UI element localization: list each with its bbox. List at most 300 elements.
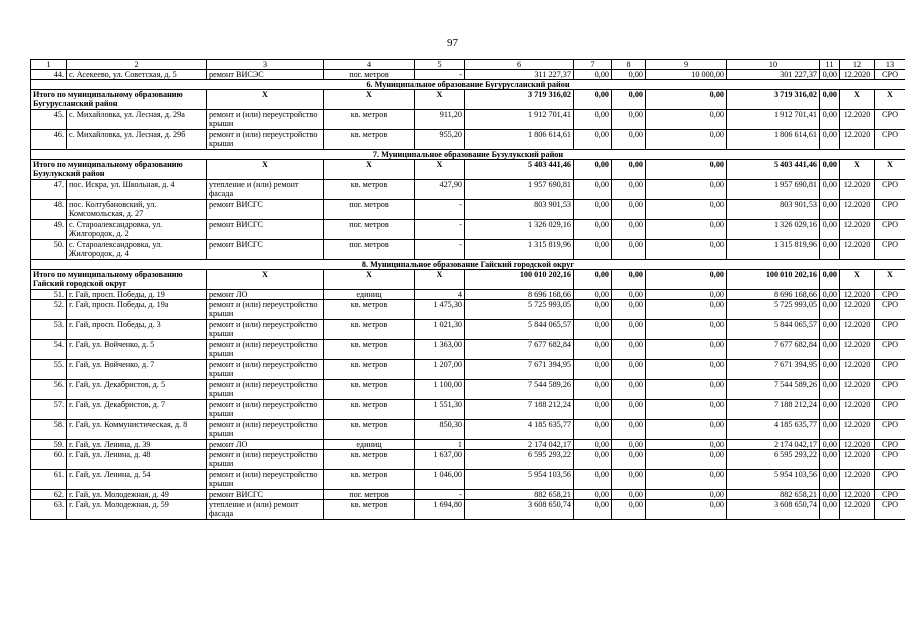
table-cell: 5 954 103,56 <box>465 470 574 490</box>
table-cell: 12.2020 <box>840 450 875 470</box>
subtotal-cell: 0,00 <box>612 90 646 110</box>
table-cell: 44. <box>31 70 67 80</box>
table-cell: 49. <box>31 220 67 240</box>
subtotal-row <box>31 160 905 180</box>
table-cell: - <box>415 490 465 500</box>
table-cell: 0,00 <box>612 360 646 380</box>
table-cell: 0,00 <box>820 220 840 240</box>
table-cell: 0,00 <box>612 470 646 490</box>
table-cell: 301 227,37 <box>727 70 820 80</box>
table-cell: ремонт и (или) переустройство крыши <box>207 130 324 150</box>
table-cell: 0,00 <box>646 340 727 360</box>
table-cell: 12.2020 <box>840 130 875 150</box>
table-cell: 8 696 168,66 <box>727 290 820 300</box>
table-cell: 0,00 <box>820 340 840 360</box>
table-cell: СРО <box>875 220 905 240</box>
table-cell: 0,00 <box>574 340 612 360</box>
table-cell: 427,90 <box>415 180 465 200</box>
table-cell: 0,00 <box>646 490 727 500</box>
table-cell: 955,20 <box>415 130 465 150</box>
table-cell: СРО <box>875 300 905 320</box>
table-cell: 0,00 <box>646 300 727 320</box>
table-cell: г. Гай, ул. Ленина, д. 48 <box>67 450 207 470</box>
subtotal-cell: 0,00 <box>612 270 646 290</box>
table-cell: 0,00 <box>820 500 840 520</box>
table-cell: СРО <box>875 380 905 400</box>
table-cell: 51. <box>31 290 67 300</box>
table-cell: - <box>415 200 465 220</box>
table-cell: 0,00 <box>574 240 612 260</box>
table-cell: ремонт и (или) переустройство крыши <box>207 400 324 420</box>
subtotal-cell: X <box>207 160 324 180</box>
subtotal-cell: X <box>875 270 905 290</box>
table-cell: 50. <box>31 240 67 260</box>
table-cell: 12.2020 <box>840 70 875 80</box>
table-cell: 1 637,00 <box>415 450 465 470</box>
table-cell: СРО <box>875 500 905 520</box>
table-cell: 0,00 <box>820 110 840 130</box>
column-header: 7 <box>574 60 612 70</box>
table-cell: 1 315 819,96 <box>727 240 820 260</box>
table-cell: пог. метров <box>324 240 415 260</box>
table-cell: 56. <box>31 380 67 400</box>
table-cell: 1 806 614,61 <box>727 130 820 150</box>
subtotal-cell: X <box>840 270 875 290</box>
subtotal-cell: 5 403 441,46 <box>727 160 820 180</box>
table-cell: 0,00 <box>612 500 646 520</box>
table-cell: кв. метров <box>324 340 415 360</box>
column-number-row <box>31 60 905 70</box>
table-cell: г. Гай, ул. Войченко, д. 7 <box>67 360 207 380</box>
table-cell: 12.2020 <box>840 400 875 420</box>
table-cell: 0,00 <box>574 490 612 500</box>
table-cell: 3 608 650,74 <box>727 500 820 520</box>
table-cell: 0,00 <box>820 200 840 220</box>
table-cell: 48. <box>31 200 67 220</box>
table-cell: 0,00 <box>820 470 840 490</box>
table-cell: 58. <box>31 420 67 440</box>
table-body <box>31 60 905 520</box>
column-header: 13 <box>875 60 905 70</box>
table-cell: 0,00 <box>820 400 840 420</box>
table-cell: пог. метров <box>324 70 415 80</box>
table-cell: 5 954 103,56 <box>727 470 820 490</box>
subtotal-cell: X <box>415 270 465 290</box>
table-cell: 7 671 394,95 <box>465 360 574 380</box>
table-cell: кв. метров <box>324 420 415 440</box>
column-header: 10 <box>727 60 820 70</box>
table-cell: ремонт и (или) переустройство крыши <box>207 300 324 320</box>
table-cell: 0,00 <box>820 420 840 440</box>
table-cell: 1 207,00 <box>415 360 465 380</box>
table-cell: 0,00 <box>612 300 646 320</box>
table-cell: СРО <box>875 340 905 360</box>
table-cell: ремонт и (или) переустройство крыши <box>207 360 324 380</box>
column-header: 6 <box>465 60 574 70</box>
table-cell: 0,00 <box>574 450 612 470</box>
table-cell: с. Староалександровка, ул. Жилгородок, д. 4 <box>67 240 207 260</box>
subtotal-cell: 100 010 202,16 <box>727 270 820 290</box>
table-cell: ремонт ВИСГС <box>207 200 324 220</box>
table-cell: пог. метров <box>324 200 415 220</box>
table-cell: 46. <box>31 130 67 150</box>
table-cell: 5 725 993,05 <box>465 300 574 320</box>
table-cell: 61. <box>31 470 67 490</box>
table-row <box>31 220 905 240</box>
column-header: 3 <box>207 60 324 70</box>
table-row <box>31 320 905 340</box>
subtotal-cell: 0,00 <box>646 270 727 290</box>
table-row <box>31 70 905 80</box>
table-row <box>31 290 905 300</box>
table-cell: кв. метров <box>324 400 415 420</box>
subtotal-cell: X <box>324 160 415 180</box>
table-cell: 8 696 168,66 <box>465 290 574 300</box>
table-cell: СРО <box>875 360 905 380</box>
table-cell: 0,00 <box>820 320 840 340</box>
table-cell: 0,00 <box>646 180 727 200</box>
table-cell: 7 188 212,24 <box>727 400 820 420</box>
table-cell: ремонт и (или) переустройство крыши <box>207 420 324 440</box>
table-cell: 0,00 <box>612 400 646 420</box>
table-cell: г. Гай, ул. Молодежная, д. 49 <box>67 490 207 500</box>
table-cell: СРО <box>875 320 905 340</box>
table-cell: 63. <box>31 500 67 520</box>
subtotal-cell: 0,00 <box>574 270 612 290</box>
table-cell: г. Гай, ул. Молодежная, д. 59 <box>67 500 207 520</box>
subtotal-cell: X <box>324 90 415 110</box>
table-cell: ремонт ВИСГС <box>207 220 324 240</box>
table-cell: 54. <box>31 340 67 360</box>
table-cell: ремонт и (или) переустройство крыши <box>207 450 324 470</box>
table-cell: 0,00 <box>612 320 646 340</box>
table-cell: 0,00 <box>646 470 727 490</box>
table-cell: 12.2020 <box>840 320 875 340</box>
subtotal-label: Итого по муниципальному образованию Бугурусланский район <box>31 90 207 110</box>
table-row <box>31 130 905 150</box>
table-row <box>31 300 905 320</box>
table-cell: 7 677 682,84 <box>727 340 820 360</box>
table-cell: 0,00 <box>646 500 727 520</box>
table-cell: кв. метров <box>324 470 415 490</box>
column-header: 2 <box>67 60 207 70</box>
subtotal-cell: 0,00 <box>820 270 840 290</box>
table-cell: 52. <box>31 300 67 320</box>
table-cell: 10 000,00 <box>646 70 727 80</box>
page-number: 97 <box>447 37 458 49</box>
table-cell: пос. Колтубановский, ул. Комсомольская, д. 27 <box>67 200 207 220</box>
table-cell: г. Гай, ул. Коммунистическая, д. 8 <box>67 420 207 440</box>
table-cell: 1 315 819,96 <box>465 240 574 260</box>
subtotal-row <box>31 90 905 110</box>
table-cell: кв. метров <box>324 320 415 340</box>
table-cell: 0,00 <box>612 450 646 470</box>
table-cell: 0,00 <box>646 240 727 260</box>
section-title: 7. Муниципальное образование Бузулукский район <box>31 150 905 160</box>
table-row <box>31 200 905 220</box>
table-cell: 0,00 <box>574 470 612 490</box>
table-cell: утепление и (или) ремонт фасада <box>207 500 324 520</box>
table-cell: - <box>415 220 465 240</box>
column-header: 5 <box>415 60 465 70</box>
table-cell: г. Гай, просп. Победы, д. 19 <box>67 290 207 300</box>
subtotal-cell: X <box>207 270 324 290</box>
table-cell: 1 551,30 <box>415 400 465 420</box>
table-cell: СРО <box>875 240 905 260</box>
table-cell: 2 174 042,17 <box>465 440 574 450</box>
table-cell: 12.2020 <box>840 500 875 520</box>
table-cell: ремонт ВИСГС <box>207 490 324 500</box>
table-cell: кв. метров <box>324 360 415 380</box>
table-cell: 0,00 <box>574 500 612 520</box>
table-cell: 0,00 <box>574 70 612 80</box>
table-cell: 0,00 <box>612 340 646 360</box>
subtotal-cell: 5 403 441,46 <box>465 160 574 180</box>
table-cell: 57. <box>31 400 67 420</box>
section-header-row <box>31 80 905 90</box>
subtotal-cell: 0,00 <box>820 160 840 180</box>
table-row <box>31 440 905 450</box>
table-cell: 882 658,21 <box>727 490 820 500</box>
table-cell: пог. метров <box>324 220 415 240</box>
table-cell: 12.2020 <box>840 240 875 260</box>
table-cell: 0,00 <box>612 420 646 440</box>
table-cell: 1 326 029,16 <box>727 220 820 240</box>
table-cell: г. Гай, просп. Победы, д. 19а <box>67 300 207 320</box>
table-cell: 1 363,00 <box>415 340 465 360</box>
table-cell: 0,00 <box>574 290 612 300</box>
table-cell: 0,00 <box>612 380 646 400</box>
table-cell: с. Михайловка, ул. Лесная, д. 29а <box>67 110 207 130</box>
table-cell: 12.2020 <box>840 110 875 130</box>
table-cell: 0,00 <box>820 290 840 300</box>
table-cell: 1 326 029,16 <box>465 220 574 240</box>
table-cell: г. Гай, ул. Декабристов, д. 7 <box>67 400 207 420</box>
table-cell: 55. <box>31 360 67 380</box>
table-cell: - <box>415 70 465 80</box>
table-cell: 1 806 614,61 <box>465 130 574 150</box>
section-header-row <box>31 260 905 270</box>
table-cell: ремонт и (или) переустройство крыши <box>207 380 324 400</box>
subtotal-cell: X <box>875 90 905 110</box>
table-cell: ремонт и (или) переустройство крыши <box>207 110 324 130</box>
subtotal-cell: X <box>840 90 875 110</box>
table-cell: кв. метров <box>324 180 415 200</box>
table-cell: 4 <box>415 290 465 300</box>
table-cell: 7 188 212,24 <box>465 400 574 420</box>
table-cell: 1 100,00 <box>415 380 465 400</box>
table-cell: 47. <box>31 180 67 200</box>
section-title: 8. Муниципальное образование Гайский городской округ <box>31 260 905 270</box>
table-cell: пос. Искра, ул. Школьная, д. 4 <box>67 180 207 200</box>
table-cell: с. Староалександровка, ул. Жилгородок, д. 2 <box>67 220 207 240</box>
table-cell: 1 912 701,41 <box>727 110 820 130</box>
column-header: 12 <box>840 60 875 70</box>
table-cell: СРО <box>875 70 905 80</box>
table-cell: 803 901,53 <box>727 200 820 220</box>
table-cell: 4 185 635,77 <box>465 420 574 440</box>
table-cell: ремонт ВИСГС <box>207 240 324 260</box>
table-cell: с. Асекеево, ул. Советская, д. 5 <box>67 70 207 80</box>
table-row <box>31 400 905 420</box>
table-cell: 12.2020 <box>840 440 875 450</box>
table-cell: 0,00 <box>612 290 646 300</box>
table-row <box>31 500 905 520</box>
table-cell: СРО <box>875 440 905 450</box>
table-cell: ремонт и (или) переустройство крыши <box>207 340 324 360</box>
table-cell: 0,00 <box>574 320 612 340</box>
table-cell: 0,00 <box>646 110 727 130</box>
table-cell: 6 595 293,22 <box>465 450 574 470</box>
table-cell: 0,00 <box>646 220 727 240</box>
subtotal-cell: X <box>415 160 465 180</box>
column-header: 8 <box>612 60 646 70</box>
table-cell: 6 595 293,22 <box>727 450 820 470</box>
table-cell: 59. <box>31 440 67 450</box>
table-cell: 1 475,30 <box>415 300 465 320</box>
table-cell: 1 694,80 <box>415 500 465 520</box>
table-cell: 7 671 394,95 <box>727 360 820 380</box>
table-cell: 7 544 589,26 <box>465 380 574 400</box>
table-row <box>31 450 905 470</box>
table-cell: ремонт и (или) переустройство крыши <box>207 320 324 340</box>
table-cell: 0,00 <box>612 200 646 220</box>
subtotal-label: Итого по муниципальному образованию Бузулукский район <box>31 160 207 180</box>
table-cell: 0,00 <box>820 180 840 200</box>
table-cell: - <box>415 240 465 260</box>
table-cell: СРО <box>875 180 905 200</box>
subtotal-cell: 3 719 316,02 <box>727 90 820 110</box>
subtotal-cell: 0,00 <box>574 90 612 110</box>
section-header-row <box>31 150 905 160</box>
table-cell: 2 174 042,17 <box>727 440 820 450</box>
table-row <box>31 360 905 380</box>
table-cell: 0,00 <box>820 490 840 500</box>
table-cell: 0,00 <box>612 220 646 240</box>
table-cell: 12.2020 <box>840 200 875 220</box>
table-cell: 0,00 <box>574 220 612 240</box>
table-cell: кв. метров <box>324 300 415 320</box>
table-row <box>31 110 905 130</box>
table-cell: 1 957 690,81 <box>727 180 820 200</box>
table-cell: 0,00 <box>820 300 840 320</box>
subtotal-cell: 0,00 <box>574 160 612 180</box>
table-cell: 53. <box>31 320 67 340</box>
table-cell: 1 046,00 <box>415 470 465 490</box>
table-cell: 0,00 <box>646 400 727 420</box>
column-header: 9 <box>646 60 727 70</box>
table-cell: 0,00 <box>820 240 840 260</box>
table-cell: 803 901,53 <box>465 200 574 220</box>
table-cell: 0,00 <box>646 420 727 440</box>
table-cell: 62. <box>31 490 67 500</box>
table-cell: ремонт ЛО <box>207 440 324 450</box>
table-row <box>31 490 905 500</box>
table-cell: 0,00 <box>574 360 612 380</box>
table-cell: 12.2020 <box>840 470 875 490</box>
table-cell: 0,00 <box>646 440 727 450</box>
table-cell: СРО <box>875 130 905 150</box>
table-cell: пог. метров <box>324 490 415 500</box>
subtotal-cell: 100 010 202,16 <box>465 270 574 290</box>
table-cell: кв. метров <box>324 500 415 520</box>
table-cell: утепление и (или) ремонт фасада <box>207 180 324 200</box>
table-cell: г. Гай, ул. Войченко, д. 5 <box>67 340 207 360</box>
table-cell: ремонт ВИСЭС <box>207 70 324 80</box>
table-row <box>31 180 905 200</box>
table-cell: 0,00 <box>612 70 646 80</box>
table-cell: 0,00 <box>612 440 646 450</box>
table-cell: 60. <box>31 450 67 470</box>
table-cell: 0,00 <box>646 200 727 220</box>
table-cell: 45. <box>31 110 67 130</box>
table-cell: 0,00 <box>820 360 840 380</box>
table-cell: 0,00 <box>574 200 612 220</box>
subtotal-cell: X <box>324 270 415 290</box>
table-cell: 0,00 <box>574 380 612 400</box>
subtotal-row <box>31 270 905 290</box>
table-cell: 5 725 993,05 <box>727 300 820 320</box>
table-cell: 0,00 <box>574 400 612 420</box>
table-cell: 5 844 065,57 <box>465 320 574 340</box>
table-cell: СРО <box>875 400 905 420</box>
table-cell: г. Гай, просп. Победы, д. 3 <box>67 320 207 340</box>
table-cell: единиц <box>324 440 415 450</box>
table-cell: с. Михайловка, ул. Лесная, д. 29б <box>67 130 207 150</box>
table-cell: г. Гай, ул. Ленина, д. 39 <box>67 440 207 450</box>
program-table <box>30 59 905 520</box>
subtotal-cell: 3 719 316,02 <box>465 90 574 110</box>
table-cell: 0,00 <box>646 380 727 400</box>
table-cell: 7 677 682,84 <box>465 340 574 360</box>
table-cell: 3 608 650,74 <box>465 500 574 520</box>
table-cell: СРО <box>875 110 905 130</box>
table-cell: 0,00 <box>820 70 840 80</box>
table-cell: 12.2020 <box>840 180 875 200</box>
subtotal-cell: 0,00 <box>646 160 727 180</box>
subtotal-cell: X <box>875 160 905 180</box>
subtotal-cell: 0,00 <box>646 90 727 110</box>
table-cell: 12.2020 <box>840 300 875 320</box>
table-cell: 911,20 <box>415 110 465 130</box>
table-row <box>31 470 905 490</box>
table-cell: 0,00 <box>574 180 612 200</box>
table-cell: 0,00 <box>820 450 840 470</box>
subtotal-cell: X <box>840 160 875 180</box>
table-cell: 0,00 <box>646 320 727 340</box>
table-cell: ремонт и (или) переустройство крыши <box>207 470 324 490</box>
table-cell: кв. метров <box>324 110 415 130</box>
table-cell: 0,00 <box>612 490 646 500</box>
column-header: 4 <box>324 60 415 70</box>
table-cell: СРО <box>875 290 905 300</box>
table-cell: 1 957 690,81 <box>465 180 574 200</box>
table-cell: 7 544 589,26 <box>727 380 820 400</box>
table-cell: 0,00 <box>612 110 646 130</box>
table-cell: г. Гай, ул. Ленина, д. 54 <box>67 470 207 490</box>
table-cell: единиц <box>324 290 415 300</box>
table-cell: 0,00 <box>820 130 840 150</box>
table-row <box>31 380 905 400</box>
subtotal-cell: X <box>207 90 324 110</box>
table-cell: СРО <box>875 470 905 490</box>
table-cell: 12.2020 <box>840 290 875 300</box>
table-cell: 5 844 065,57 <box>727 320 820 340</box>
column-header: 1 <box>31 60 67 70</box>
table-cell: 0,00 <box>646 360 727 380</box>
table-cell: кв. метров <box>324 380 415 400</box>
table-cell: СРО <box>875 200 905 220</box>
